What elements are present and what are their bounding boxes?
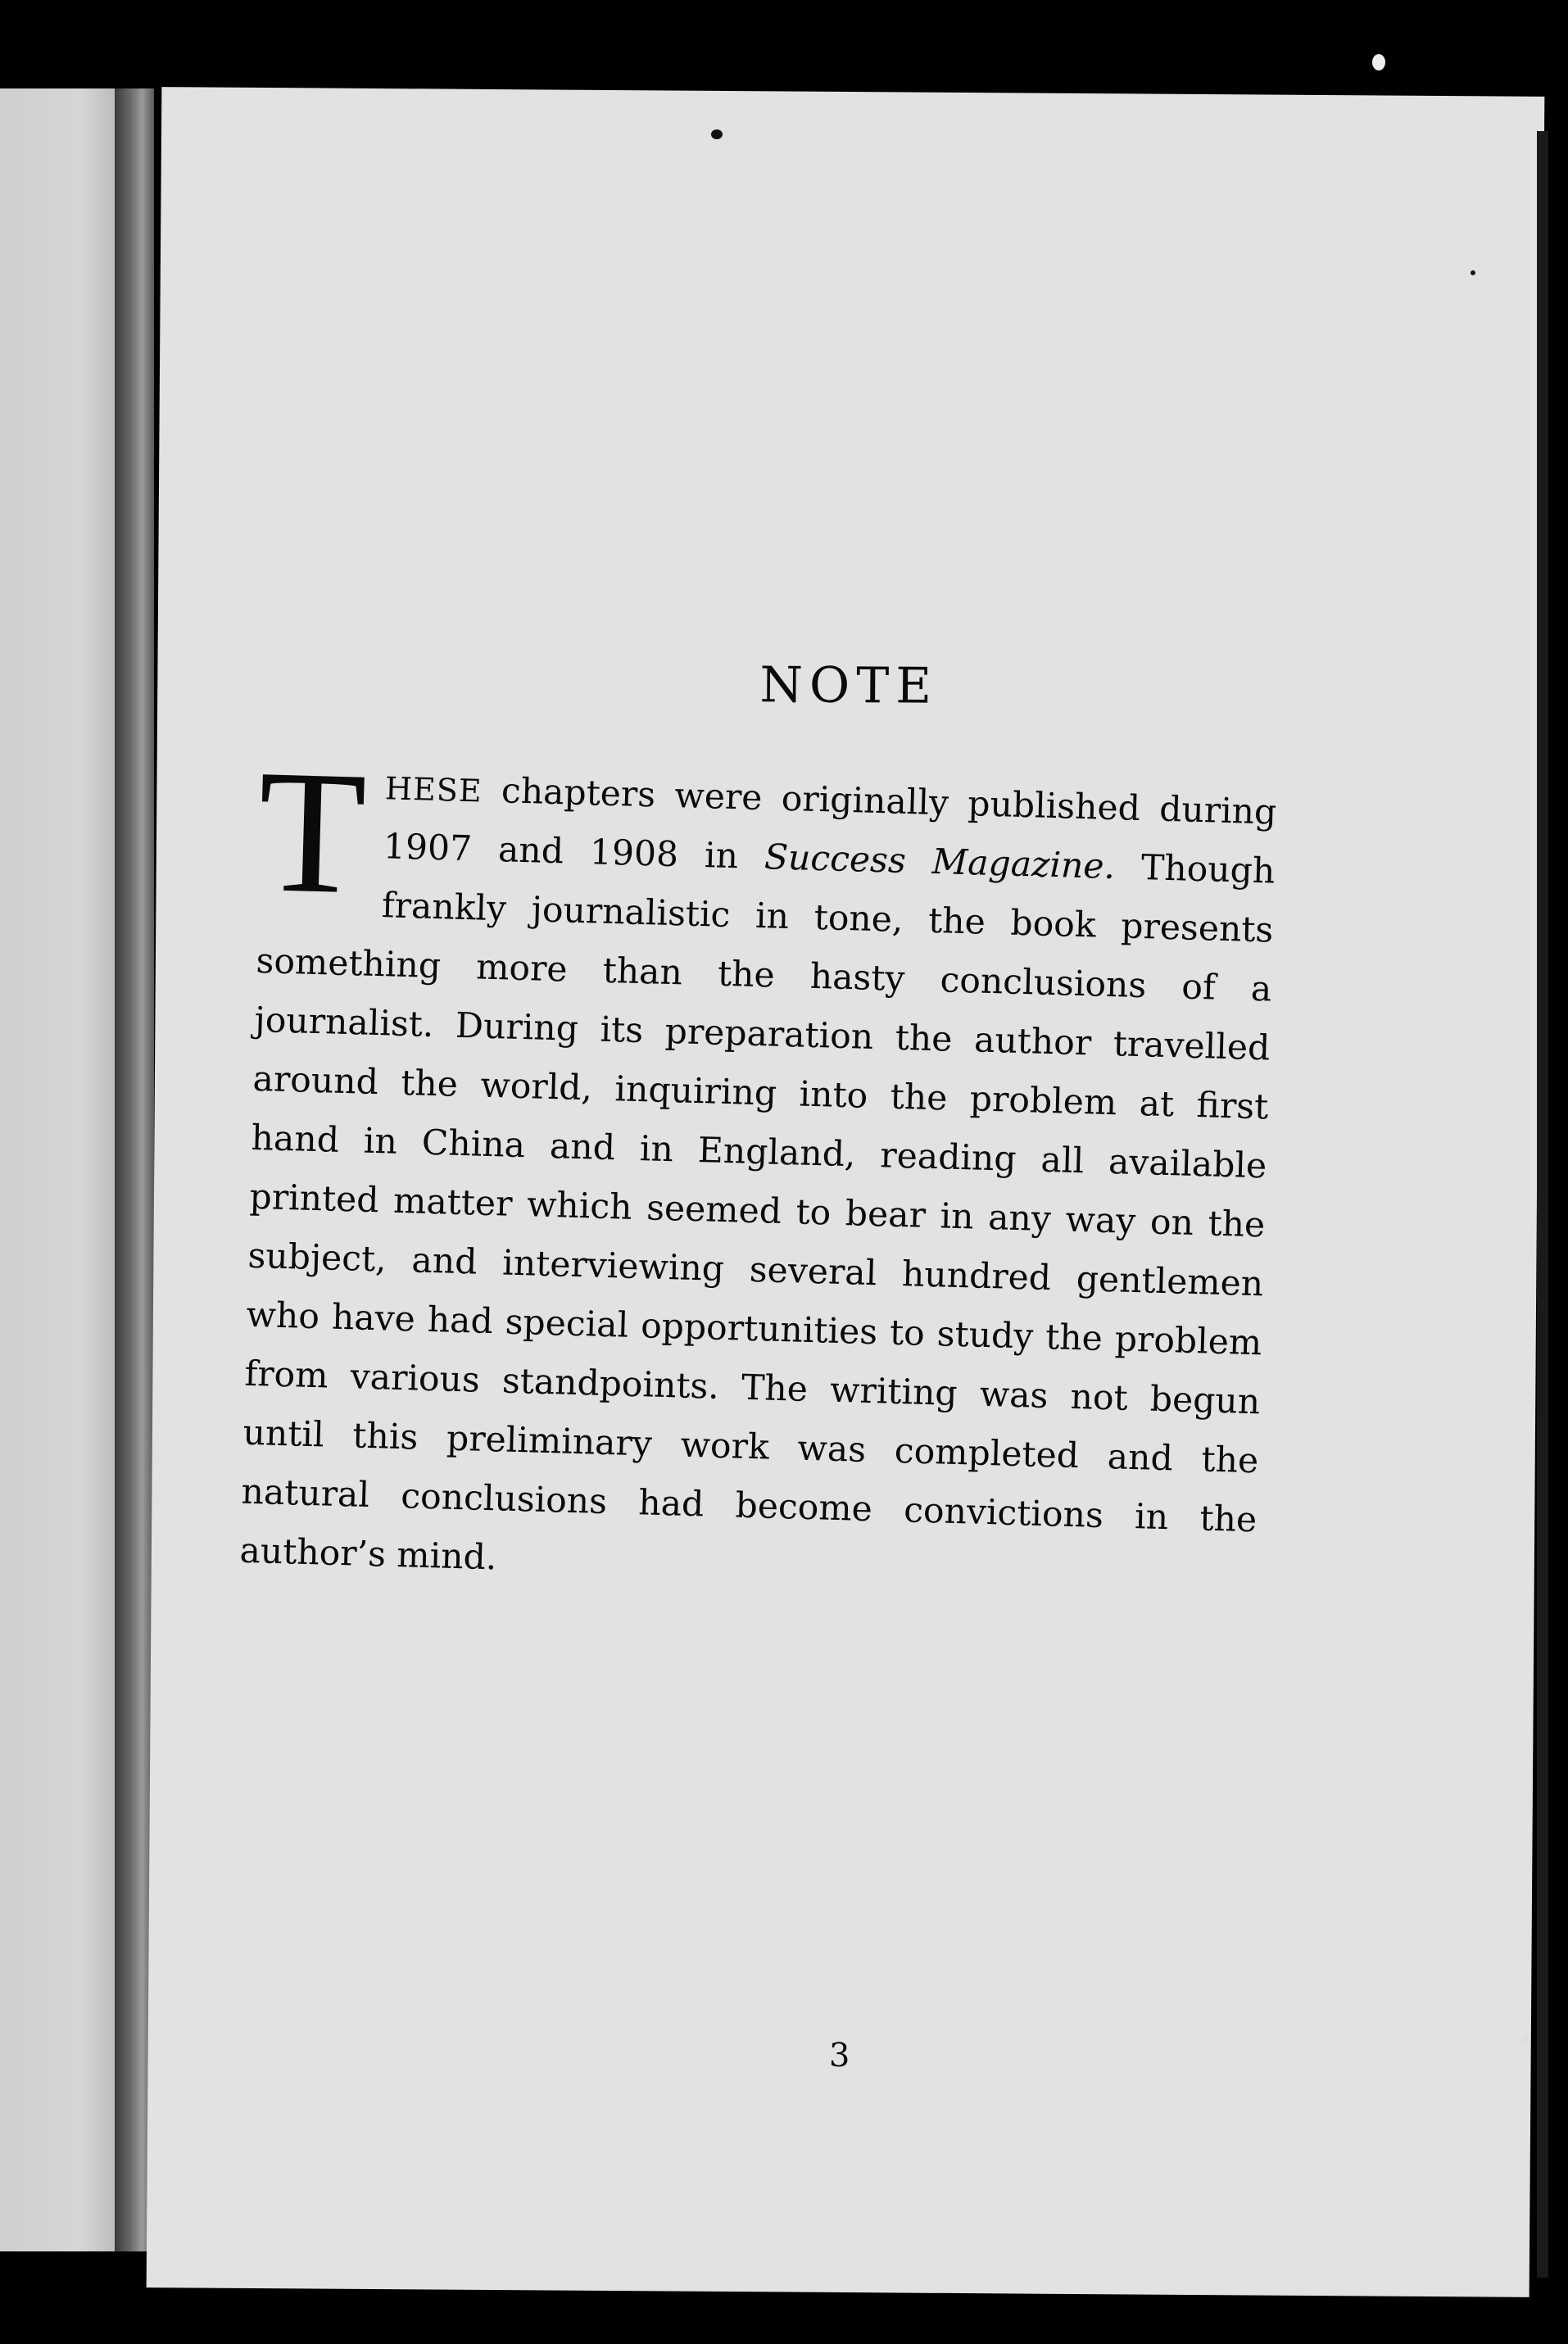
scan-speck [1372,54,1385,70]
paragraph-text-rest: Though frankly journalistic in tone, the book presents something more than the hasty conclusions of a journalist. During its preparation the author travelled around the world, inquiring into the problem at first hand in China and in England, reading all available printed matter which seemed to bear in any way on the subject, and interviewing several hundred gentlemen who have had special opportunities to study the problem from various standpoints. The writing was not begun until this preliminary work was completed and the natural conclusions had become convictions in the author’s mind. [238,847,1276,1579]
paragraph-text-start: chapters were originally published during 1907 and 1908 in [383,770,1277,878]
page-heading: NOTE [759,656,939,715]
facing-page-edge [0,88,115,2251]
page-number: 3 [828,2036,850,2075]
note-paragraph [238,732,1278,1609]
magazine-title: Success Magazine. [764,837,1116,888]
scan-speck [1521,2035,1529,2043]
opening-smallcaps: HESE [384,770,483,809]
book-page [147,87,1545,2297]
drop-cap: T [255,732,369,932]
scan-speck [711,129,723,139]
scan-speck [1471,270,1475,275]
page-right-edge [1537,131,1548,2278]
